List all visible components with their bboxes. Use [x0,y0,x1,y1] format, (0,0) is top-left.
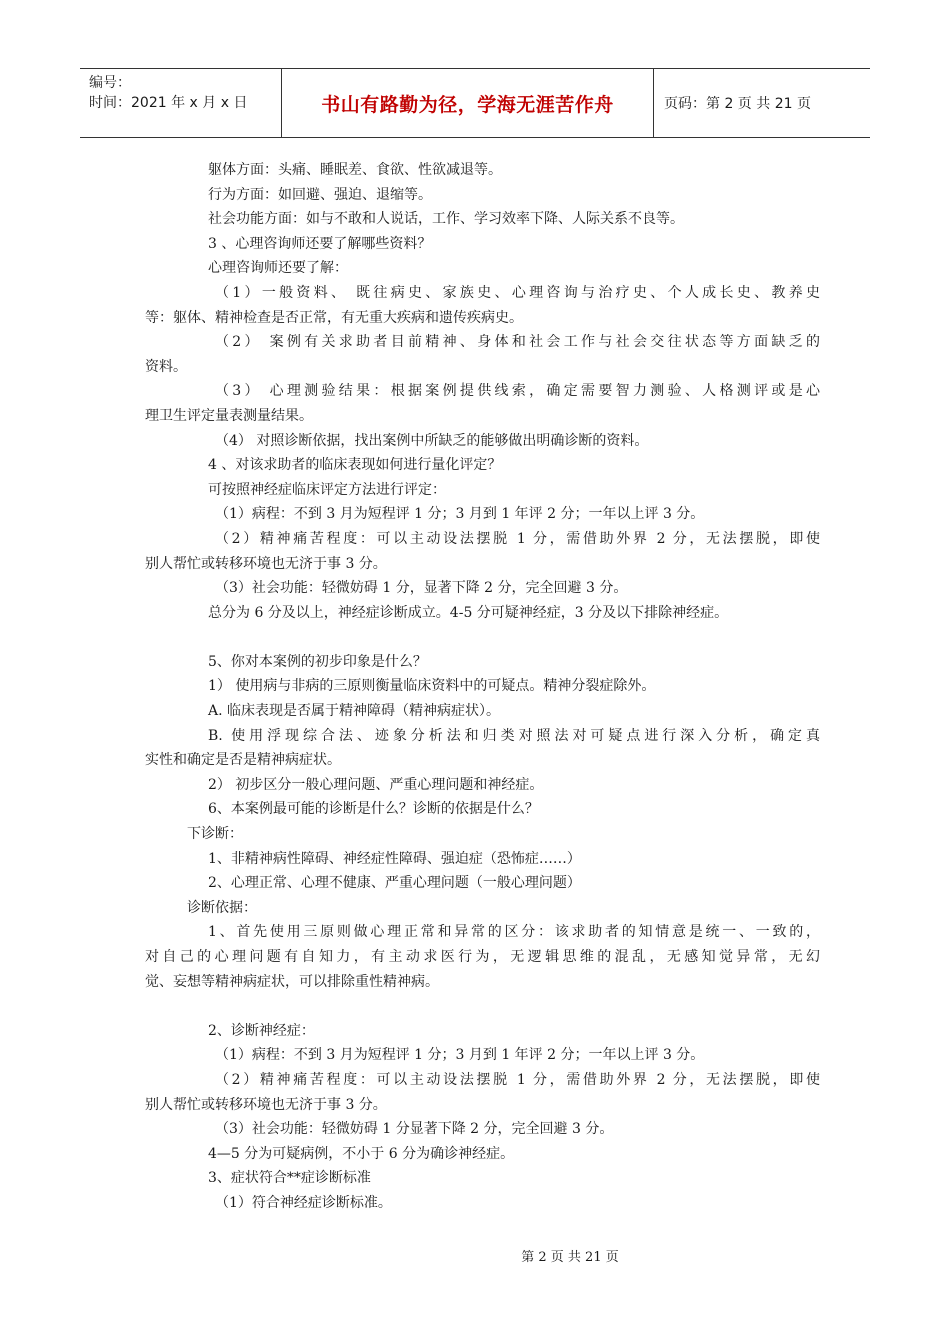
text-line: 对自己的心理问题有自知力，有主动求医行为，无逻辑思维的混乱，无感知觉异常，无幻 [145,949,820,965]
header-page-number: 页码：第 2 页 共 21 页 [664,96,811,112]
text-line: 别人帮忙或转移环境也无济于事 3 分。 [145,1096,387,1113]
text-line: 2、心理正常、心理不健康、严重心理问题（一般心理问题） [208,875,581,892]
text-line: 诊断依据： [187,899,257,916]
text-line: 1、首先使用三原则做心理正常和异常的区分：该求助者的知情意是统一、一致的， [208,924,820,941]
text-line: 资料。 [145,358,187,375]
text-line: 躯体方面：头痛、睡眠差、食欲、性欲减退等。 [208,162,502,178]
text-line: （1）病程：不到 3 月为短程评 1 分；3 月到 1 年评 2 分；一年以上评 3 分。 [215,1047,705,1064]
text-line: （3）社会功能：轻微妨碍 1 分，显著下降 2 分，完全回避 3 分。 [215,580,628,597]
text-line: 社会功能方面：如与不敢和人说话，工作、学习效率下降、人际关系不良等。 [208,211,684,228]
text-line: 4—5 分为可疑病例，不小于 6 分为确诊神经症。 [208,1145,515,1162]
text-line: 可按照神经症临床评定方法进行评定： [208,481,446,498]
text-line: （2）精神痛苦程度：可以主动设法摆脱 1 分，需借助外界 2 分，无法摆脱，即使 [215,530,820,547]
question-heading: 3 、心理咨询师还要了解哪些资料？ [208,235,432,252]
header-meta [80,69,281,137]
text-line: （1）符合神经症诊断标准。 [215,1194,392,1211]
text-line: 1、非精神病性障碍、神经症性障碍、强迫症（恐怖症……） [208,850,581,867]
blank-line [145,625,820,650]
question-heading: 4 、对该求助者的临床表现如何进行量化评定？ [208,457,502,474]
text-line: 等：躯体、精神检查是否正常，有无重大疾病和遗传疾病史。 [145,309,523,326]
page-footer: 第 2 页 共 21 页 [521,1250,619,1265]
text-line: 3、症状符合**症诊断标准 [208,1170,371,1187]
text-line: 心理咨询师还要了解： [208,260,348,277]
blank-line [145,994,820,1019]
text-line: （3） 心理测验结果：根据案例提供线索，确定需要智力测验、人格测评或是心 [215,383,820,400]
text-line: 下诊断： [187,826,243,843]
text-line: 别人帮忙或转移环境也无济于事 3 分。 [145,555,387,572]
text-line: 觉、妄想等精神病症状，可以排除重性精神病。 [145,973,439,990]
text-line: 1） 使用病与非病的三原则衡量临床资料中的可疑点。精神分裂症除外。 [208,678,656,695]
text-line: A. 临床表现是否属于精神障碍（精神病症状）。 [208,703,501,720]
text-line: （4） 对照诊断依据，找出案例中所缺乏的能够做出明确诊断的资料。 [215,432,649,449]
text-line: 实性和确定是否是精神病症状。 [145,752,341,769]
page-header [80,68,870,138]
question-heading: 5、你对本案例的初步印象是什么？ [208,653,427,670]
document-body [145,158,820,1216]
text-line: 理卫生评定量表测量结果。 [145,407,313,424]
text-line: 行为方面：如回避、强迫、退缩等。 [208,186,432,203]
text-line: （1）病程：不到 3 月为短程评 1 分；3 月到 1 年评 2 分；一年以上评 3 分。 [215,506,705,523]
date-label: 时间：2021 年 x 月 x 日 [89,95,248,111]
text-line: （2） 案例有关求助者目前精神、身体和社会工作与社会交往状态等方面缺乏的 [215,334,820,351]
text-line: B. 使用浮现综合法、迹象分析法和归类对照法对可疑点进行深入分析，确定真 [208,727,820,744]
text-line: （2）精神痛苦程度：可以主动设法摆脱 1 分，需借助外界 2 分，无法摆脱，即使 [215,1071,820,1088]
text-line: 总分为 6 分及以上，神经症诊断成立。4-5 分可疑神经症，3 分及以下排除神经症。 [208,604,729,621]
text-line: （1）一般资料、 既往病史、家族史、心理咨询与治疗史、个人成长史、教养史 [215,284,820,301]
question-heading: 6、本案例最可能的诊断是什么？诊断的依据是什么？ [208,801,539,818]
header-motto: 书山有路勤为径，学海无涯苦作舟 [281,69,654,137]
text-line: 2） 初步区分一般心理问题、严重心理问题和神经症。 [208,776,544,793]
text-line: 2、诊断神经症： [208,1022,315,1039]
text-line: （3）社会功能：轻微妨碍 1 分显著下降 2 分，完全回避 3 分。 [215,1121,614,1138]
code-label: 编号： [89,75,131,91]
